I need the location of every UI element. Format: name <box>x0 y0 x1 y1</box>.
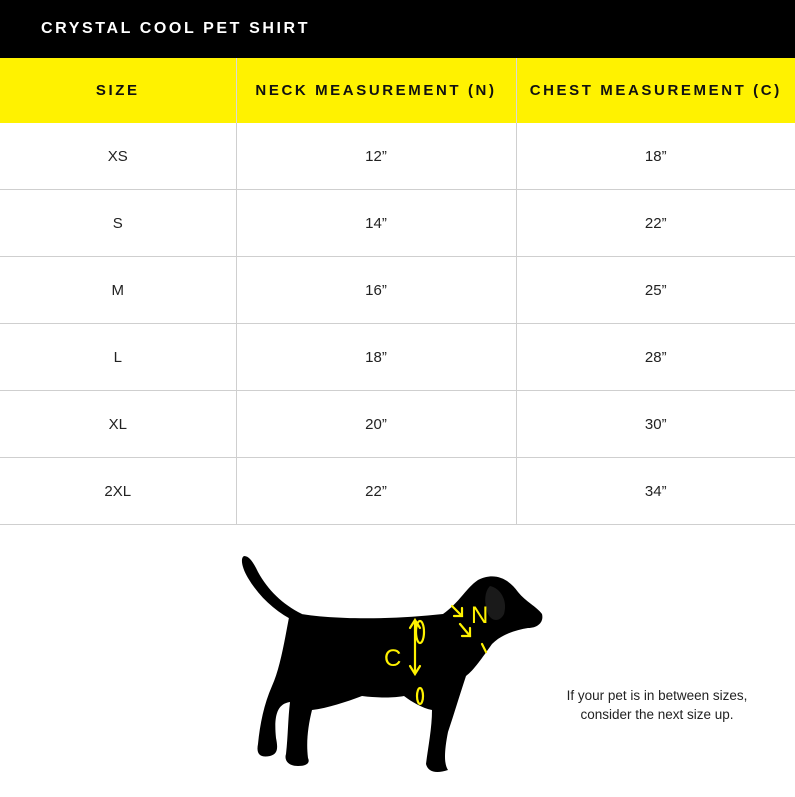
header-neck: NECK MEASUREMENT (N) <box>236 58 516 123</box>
header-chest: CHEST MEASUREMENT (C) <box>516 58 795 123</box>
header-size: SIZE <box>0 58 236 123</box>
size-chart-table <box>0 58 795 525</box>
cell-size: M <box>0 257 236 324</box>
table-row <box>0 190 795 257</box>
cell-size: XL <box>0 391 236 458</box>
table-row <box>0 324 795 391</box>
cell-neck: 12” <box>236 123 516 190</box>
title-bar <box>0 0 795 58</box>
header-row <box>0 58 795 123</box>
cell-size: L <box>0 324 236 391</box>
cell-chest: 22” <box>516 190 795 257</box>
cell-chest: 18” <box>516 123 795 190</box>
cell-chest: 28” <box>516 324 795 391</box>
cell-neck: 16” <box>236 257 516 324</box>
cell-neck: 20” <box>236 391 516 458</box>
table-row <box>0 123 795 190</box>
dog-measurement-diagram <box>238 548 548 778</box>
cell-chest: 25” <box>516 257 795 324</box>
cell-size: 2XL <box>0 458 236 525</box>
cell-size: S <box>0 190 236 257</box>
sizing-note <box>545 686 769 724</box>
cell-neck: 18” <box>236 324 516 391</box>
table-row <box>0 458 795 525</box>
neck-label: N <box>471 602 489 629</box>
cell-size: XS <box>0 123 236 190</box>
sizing-note-line-2: consider the next size up. <box>580 707 734 722</box>
cell-neck: 14” <box>236 190 516 257</box>
cell-chest: 34” <box>516 458 795 525</box>
sizing-note-line-1: If your pet is in between sizes, <box>566 688 748 703</box>
table-row <box>0 391 795 458</box>
table-header <box>0 58 795 123</box>
chest-label: C <box>384 645 402 672</box>
page-title: CRYSTAL COOL PET SHIRT <box>41 20 311 37</box>
table-row <box>0 257 795 324</box>
cell-neck: 22” <box>236 458 516 525</box>
cell-chest: 30” <box>516 391 795 458</box>
table-body <box>0 123 795 525</box>
